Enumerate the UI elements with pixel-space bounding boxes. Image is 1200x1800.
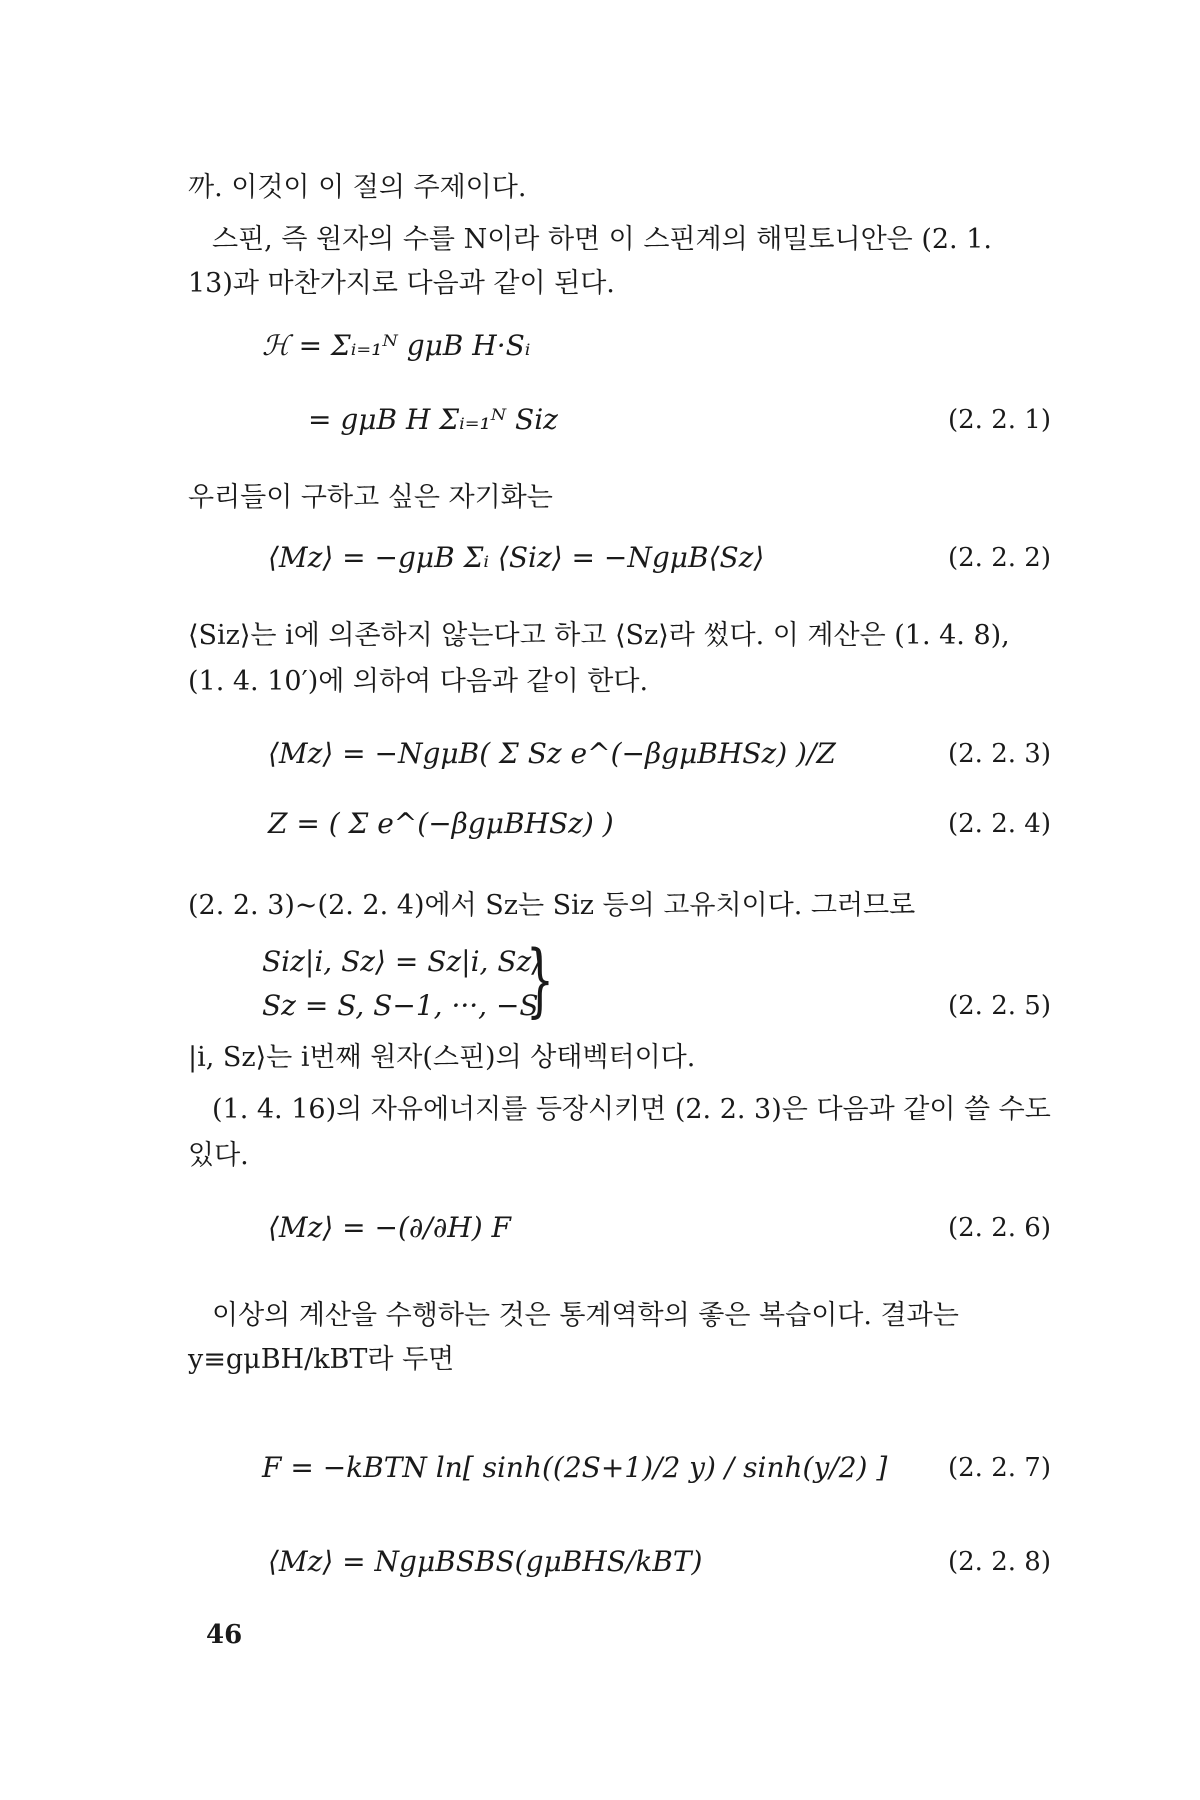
text-line: 이상의 계산을 수행하는 것은 통계역학의 좋은 복습이다. 결과는 xyxy=(212,1300,959,1331)
text-line: 13)과 마찬가지로 다음과 같이 된다. xyxy=(188,268,615,299)
text-line: (2. 2. 3)∼(2. 2. 4)에서 Sz는 Siz 등의 고유치이다. 그러므로 xyxy=(188,890,916,921)
equation: F = −kBTN ln[ sinh((2S+1)/2 y) / sinh(y/2) ] xyxy=(262,1451,888,1484)
equation: Z = ( Σ e^(−βgμBHSz) ) xyxy=(268,807,614,840)
right-brace-symbol: } xyxy=(526,933,554,1026)
text-line: |i, Sz⟩는 i번째 원자(스핀)의 상태벡터이다. xyxy=(188,1042,696,1073)
equation: ⟨Mz⟩ = −gμB Σᵢ ⟨Siz⟩ = −NgμB⟨Sz⟩ xyxy=(268,541,765,574)
text-line: 까. 이것이 이 절의 주제이다. xyxy=(188,172,527,203)
equation: ⟨Mz⟩ = −NgμB( Σ Sz e^(−βgμBHSz) )/Z xyxy=(268,737,836,770)
equation: = gμB H Σᵢ₌₁ᴺ Siz xyxy=(308,403,558,436)
equation-number: (2. 2. 2) xyxy=(948,543,1051,573)
text-line: (1. 4. 10′)에 의하여 다음과 같이 한다. xyxy=(188,666,649,697)
equation: ⟨Mz⟩ = NgμBSBS(gμBHS/kBT) xyxy=(268,1545,703,1578)
text-line: 우리들이 구하고 싶은 자기화는 xyxy=(188,482,553,513)
equation: ℋ = Σᵢ₌₁ᴺ gμB H·Sᵢ xyxy=(262,329,531,362)
equation-number: (2. 2. 8) xyxy=(948,1547,1051,1577)
equation-number: (2. 2. 1) xyxy=(948,405,1051,435)
equation-number: (2. 2. 5) xyxy=(948,991,1051,1021)
equation-number: (2. 2. 6) xyxy=(948,1213,1051,1243)
equation: ⟨Mz⟩ = −(∂/∂H) F xyxy=(268,1211,511,1244)
equation: Siz|i, Sz⟩ = Sz|i, Sz⟩ xyxy=(262,945,543,978)
page-number: 46 xyxy=(206,1620,243,1650)
equation-number: (2. 2. 3) xyxy=(948,739,1051,769)
equation-number: (2. 2. 4) xyxy=(948,809,1051,839)
text-line: ⟨Siz⟩는 i에 의존하지 않는다고 하고 ⟨Sz⟩라 썼다. 이 계산은 (1. 4. 8), xyxy=(188,620,1010,651)
text-line: 있다. xyxy=(188,1140,249,1171)
equation: Sz = S, S−1, ···, −S xyxy=(262,989,539,1022)
text-line: 스핀, 즉 원자의 수를 N이라 하면 이 스핀계의 해밀토니안은 (2. 1. xyxy=(212,224,992,255)
text-line: (1. 4. 16)의 자유에너지를 등장시키면 (2. 2. 3)은 다음과 같이 쓸 수도 xyxy=(212,1094,1051,1125)
equation-number: (2. 2. 7) xyxy=(948,1453,1051,1483)
text-line: y≡gμBH/kBT라 두면 xyxy=(188,1344,455,1375)
